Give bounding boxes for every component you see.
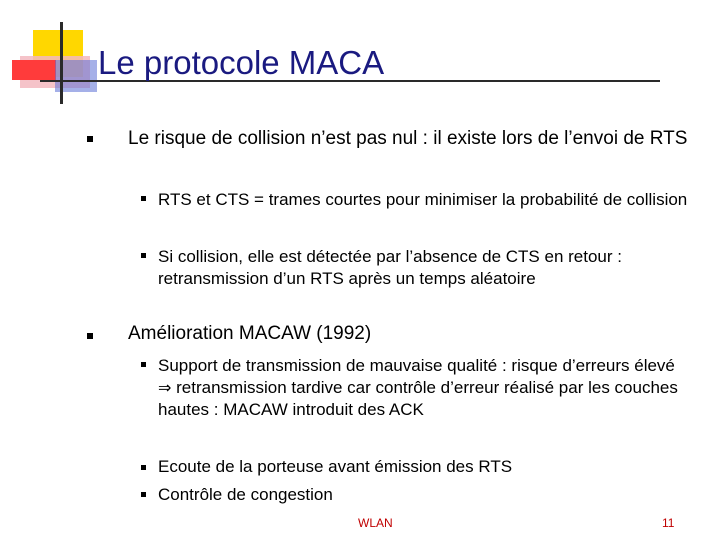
bullet-1-sub-1: RTS et CTS = trames courtes pour minimiser la probabilité de collision xyxy=(158,190,688,209)
arrow-implies-icon: ⇒ xyxy=(158,378,172,397)
bullet-2-sub-1-part-b: retransmission tardive car contrôle d’erreur réalisé par les couches hautes : MACAW introduit des ACK xyxy=(158,378,678,419)
bullet-2-sub-3: Ecoute de la porteuse avant émission des RTS xyxy=(158,457,513,476)
sub-bullet-marker xyxy=(141,492,146,497)
bullet-2-sub-1-part-a: Support de transmission de mauvaise qualité : risque d’erreurs élevé xyxy=(158,356,675,375)
sub-bullet-marker xyxy=(141,253,146,258)
bullet-2-sub-1 xyxy=(158,355,678,421)
sub-bullet-marker xyxy=(141,465,146,470)
bullet-marker xyxy=(87,136,93,142)
sub-bullet-marker xyxy=(141,196,146,201)
footer-label: WLAN xyxy=(358,516,393,530)
bullet-marker xyxy=(87,333,93,339)
bullet-1-text: Le risque de collision n’est pas nul : il existe lors de l’envoi de RTS xyxy=(128,128,688,149)
logo-vertical-line xyxy=(60,22,63,104)
logo-red-bar xyxy=(12,60,56,80)
bullet-2-text: Amélioration MACAW (1992) xyxy=(128,323,372,344)
slide-title: Le protocole MACA xyxy=(98,44,385,81)
bullet-2-sub-4: Contrôle de congestion xyxy=(158,485,333,504)
sub-bullet-marker xyxy=(141,362,146,367)
page-number: 11 xyxy=(662,516,675,530)
bullet-1-sub-2: Si collision, elle est détectée par l’absence de CTS en retour : retransmission d’un RTS après un temps aléatoire xyxy=(158,247,622,288)
